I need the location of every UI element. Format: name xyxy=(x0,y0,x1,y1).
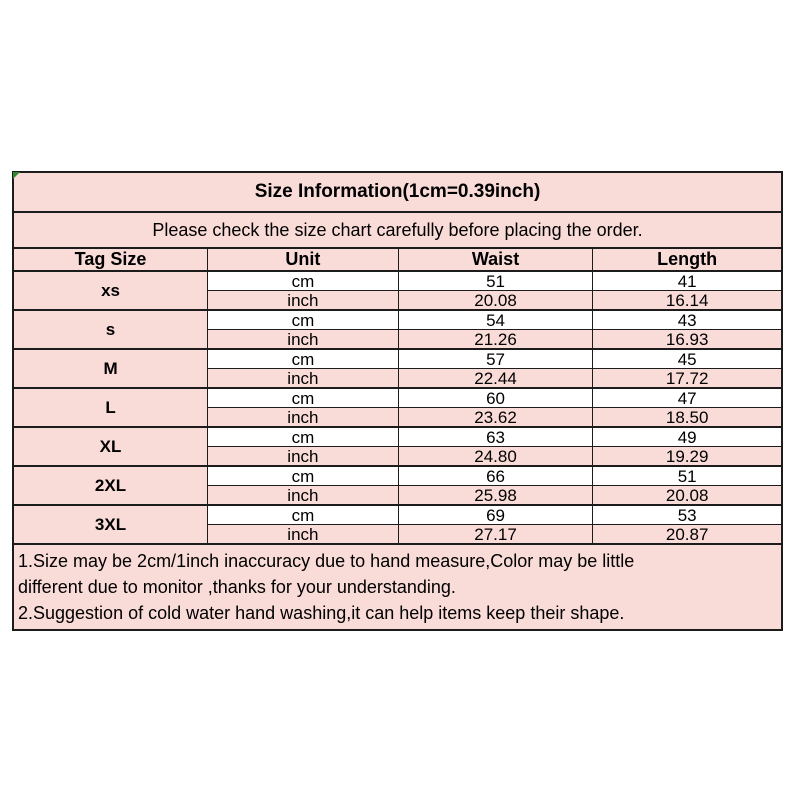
length-cm-value: 41 xyxy=(593,271,782,291)
unit-cm-cell: cm xyxy=(208,271,399,291)
length-cm-value: 47 xyxy=(593,388,782,408)
table-row xyxy=(13,349,782,369)
length-cm-value: 49 xyxy=(593,427,782,447)
waist-cm-value: 63 xyxy=(398,427,593,447)
notes-row xyxy=(13,544,782,630)
length-inch-value: 16.93 xyxy=(593,330,782,350)
table-row xyxy=(13,466,782,486)
unit-inch-cell: inch xyxy=(208,486,399,506)
length-inch-value: 20.08 xyxy=(593,486,782,506)
unit-cm-cell: cm xyxy=(208,388,399,408)
waist-cm-value: 60 xyxy=(398,388,593,408)
subtitle-row xyxy=(13,212,782,248)
length-inch-value: 16.14 xyxy=(593,291,782,311)
table-row xyxy=(13,427,782,447)
unit-cm-cell: cm xyxy=(208,427,399,447)
waist-inch-value: 27.17 xyxy=(398,525,593,545)
size-label-m: M xyxy=(13,349,208,388)
length-cm-value: 53 xyxy=(593,505,782,525)
unit-cm-cell: cm xyxy=(208,505,399,525)
unit-inch-cell: inch xyxy=(208,408,399,428)
unit-inch-cell: inch xyxy=(208,447,399,467)
table-row xyxy=(13,310,782,330)
title-row xyxy=(13,172,782,212)
unit-inch-cell: inch xyxy=(208,369,399,389)
green-corner-mark-icon xyxy=(13,172,20,179)
table-row xyxy=(13,271,782,291)
notes-cell xyxy=(13,544,782,630)
length-inch-value: 18.50 xyxy=(593,408,782,428)
note-line-2: different due to monitor ,thanks for your understanding. xyxy=(18,577,456,597)
length-cm-value: 43 xyxy=(593,310,782,330)
length-cm-value: 51 xyxy=(593,466,782,486)
unit-inch-cell: inch xyxy=(208,330,399,350)
waist-inch-value: 23.62 xyxy=(398,408,593,428)
table-row xyxy=(13,388,782,408)
waist-inch-value: 22.44 xyxy=(398,369,593,389)
size-label-l: L xyxy=(13,388,208,427)
note-line-1: 1.Size may be 2cm/1inch inaccuracy due to hand measure,Color may be little xyxy=(18,551,635,571)
size-label-s: s xyxy=(13,310,208,349)
unit-inch-cell: inch xyxy=(208,525,399,545)
length-inch-value: 17.72 xyxy=(593,369,782,389)
column-header-row xyxy=(13,248,782,271)
column-header-tag-size: Tag Size xyxy=(13,248,208,271)
waist-cm-value: 69 xyxy=(398,505,593,525)
waist-cm-value: 51 xyxy=(398,271,593,291)
column-header-waist: Waist xyxy=(398,248,593,271)
waist-inch-value: 24.80 xyxy=(398,447,593,467)
unit-cm-cell: cm xyxy=(208,310,399,330)
size-chart-table xyxy=(12,171,783,631)
size-label-3xl: 3XL xyxy=(13,505,208,544)
size-label-xs: xs xyxy=(13,271,208,310)
length-cm-value: 45 xyxy=(593,349,782,369)
table-row xyxy=(13,505,782,525)
table-title: Size Information(1cm=0.39inch) xyxy=(13,172,782,212)
column-header-length: Length xyxy=(593,248,782,271)
waist-inch-value: 21.26 xyxy=(398,330,593,350)
size-label-2xl: 2XL xyxy=(13,466,208,505)
unit-cm-cell: cm xyxy=(208,466,399,486)
size-label-xl: XL xyxy=(13,427,208,466)
table-subtitle: Please check the size chart carefully before placing the order. xyxy=(13,212,782,248)
column-header-unit: Unit xyxy=(208,248,399,271)
unit-inch-cell: inch xyxy=(208,291,399,311)
waist-inch-value: 25.98 xyxy=(398,486,593,506)
note-line-3: 2.Suggestion of cold water hand washing,it can help items keep their shape. xyxy=(18,603,625,623)
unit-cm-cell: cm xyxy=(208,349,399,369)
waist-cm-value: 57 xyxy=(398,349,593,369)
length-inch-value: 19.29 xyxy=(593,447,782,467)
length-inch-value: 20.87 xyxy=(593,525,782,545)
waist-cm-value: 66 xyxy=(398,466,593,486)
waist-cm-value: 54 xyxy=(398,310,593,330)
waist-inch-value: 20.08 xyxy=(398,291,593,311)
